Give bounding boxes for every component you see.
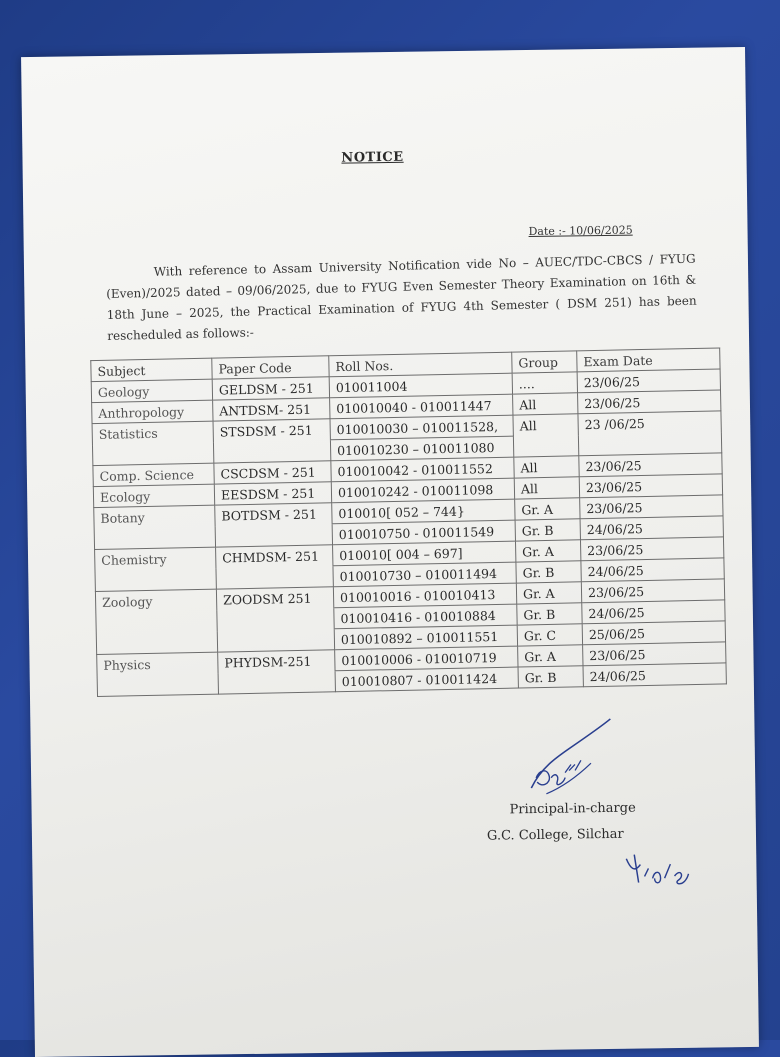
signature-date-mark bbox=[620, 848, 711, 889]
header-subject: Subject bbox=[91, 358, 212, 381]
cell-exam-date bbox=[578, 432, 721, 456]
cell-exam-date: 23/06/25 bbox=[579, 453, 722, 477]
table-body bbox=[91, 369, 726, 697]
notice-paragraph bbox=[106, 249, 698, 347]
cell-exam-date: 23/06/25 bbox=[578, 390, 721, 414]
cell-paper-code bbox=[216, 566, 333, 589]
cell-exam-date: 25/06/25 bbox=[582, 621, 725, 645]
cell-group: All bbox=[513, 393, 578, 415]
cell-roll-nos: 010010016 - 010010413 bbox=[333, 583, 516, 608]
cell-group: Gr. A bbox=[515, 540, 580, 562]
cell-exam-date: 23/06/25 bbox=[580, 537, 723, 561]
cell-paper-code: PHYDSM-251 bbox=[218, 650, 335, 673]
cell-roll-nos: 010010892 – 010011551 bbox=[334, 625, 517, 650]
cell-roll-nos: 010010230 – 010011080 bbox=[330, 436, 513, 461]
cell-roll-nos: 010010242 - 010011098 bbox=[331, 478, 514, 503]
schedule-table bbox=[90, 347, 727, 697]
cell-paper-code: ZOODSM 251 bbox=[216, 587, 333, 610]
cell-roll-nos: 010010807 - 010011424 bbox=[335, 667, 518, 692]
cell-subject: Zoology bbox=[95, 589, 216, 612]
notice-title: NOTICE bbox=[341, 149, 404, 166]
cell-subject: Physics bbox=[97, 652, 218, 675]
cell-exam-date: 23/06/25 bbox=[577, 369, 720, 393]
header-group: Group bbox=[512, 351, 577, 373]
cell-roll-nos: 010010040 - 010011447 bbox=[330, 394, 513, 419]
cell-subject bbox=[94, 526, 215, 549]
cell-group: All bbox=[514, 456, 579, 478]
cell-paper-code: STSDSM - 251 bbox=[213, 419, 330, 442]
notice-date: Date :- 10/06/2025 bbox=[528, 223, 633, 239]
cell-group: .... bbox=[512, 372, 577, 394]
cell-group: All bbox=[513, 414, 578, 436]
cell-subject bbox=[92, 442, 213, 465]
cell-paper-code: EESDSM - 251 bbox=[214, 482, 331, 505]
cell-roll-nos: 010010730 – 010011494 bbox=[333, 562, 516, 587]
cell-exam-date: 23/06/25 bbox=[583, 642, 726, 666]
signature-college: G.C. College, Silchar bbox=[486, 826, 624, 844]
cell-group: Gr. B bbox=[516, 561, 581, 583]
cell-group: Gr. A bbox=[518, 645, 583, 667]
cell-subject: Ecology bbox=[93, 484, 214, 507]
cell-paper-code bbox=[213, 440, 330, 463]
cell-roll-nos: 010010416 - 010010884 bbox=[334, 604, 517, 629]
cell-exam-date: 24/06/25 bbox=[580, 516, 723, 540]
cell-subject: Chemistry bbox=[95, 547, 216, 570]
cell-paper-code: ANTDSM- 251 bbox=[213, 398, 330, 421]
cell-group: Gr. A bbox=[516, 582, 581, 604]
cell-paper-code: BOTDSM - 251 bbox=[215, 503, 332, 526]
cell-paper-code: CSCDSM - 251 bbox=[214, 461, 331, 484]
cell-exam-date: 23 /06/25 bbox=[578, 411, 721, 435]
cell-group: All bbox=[514, 477, 579, 499]
cell-paper-code: GELDSM - 251 bbox=[212, 377, 329, 400]
cell-subject bbox=[97, 673, 218, 696]
cell-roll-nos: 010010[ 004 – 697] bbox=[333, 541, 516, 566]
cell-paper-code bbox=[217, 629, 334, 652]
cell-paper-code bbox=[218, 671, 335, 694]
header-paper-code: Paper Code bbox=[212, 356, 329, 379]
cell-group bbox=[513, 435, 578, 457]
cell-exam-date: 23/06/25 bbox=[581, 579, 724, 603]
cell-paper-code bbox=[217, 608, 334, 631]
header-roll-nos: Roll Nos. bbox=[329, 352, 512, 377]
cell-roll-nos: 010010042 - 010011552 bbox=[331, 457, 514, 482]
schedule-table-wrapper bbox=[90, 347, 727, 697]
cell-roll-nos: 010011004 bbox=[329, 373, 512, 398]
notice-paragraph-text: With reference to Assam University Notification vide No – AUEC/TDC-CBCS / FYUG (Even)/2025 dated – 09/06/2025, due to FYUG Even Semester Theory Examination on 16th & 18th June – 2025, the Practical Examination of FYUG 4th Semester ( DSM 251) has been rescheduled as follows:- bbox=[106, 251, 697, 344]
cell-group: Gr. C bbox=[517, 624, 582, 646]
cell-roll-nos: 010010030 – 010011528, bbox=[330, 415, 513, 440]
cell-subject bbox=[95, 568, 216, 591]
cell-subject: Botany bbox=[94, 505, 215, 528]
notice-paper bbox=[21, 47, 759, 1057]
cell-paper-code: CHMDSM- 251 bbox=[216, 545, 333, 568]
cell-subject: Geology bbox=[91, 379, 212, 402]
cell-exam-date: 24/06/25 bbox=[581, 558, 724, 582]
cell-paper-code bbox=[215, 524, 332, 547]
cell-group: Gr. B bbox=[517, 603, 582, 625]
cell-subject bbox=[96, 631, 217, 654]
signature-designation: Principal-in-charge bbox=[509, 800, 636, 818]
cell-exam-date: 23/06/25 bbox=[580, 495, 723, 519]
signature-mark bbox=[520, 717, 621, 808]
cell-subject: Comp. Science bbox=[93, 463, 214, 486]
cell-subject: Anthropology bbox=[92, 400, 213, 423]
cell-exam-date: 23/06/25 bbox=[579, 474, 722, 498]
cell-group: Gr. B bbox=[515, 519, 580, 541]
cell-exam-date: 24/06/25 bbox=[582, 600, 725, 624]
cell-roll-nos: 010010750 - 010011549 bbox=[332, 520, 515, 545]
cell-group: Gr. B bbox=[518, 666, 583, 688]
cell-subject: Statistics bbox=[92, 421, 213, 444]
cell-group: Gr. A bbox=[515, 498, 580, 520]
header-exam-date: Exam Date bbox=[577, 348, 720, 372]
cell-subject bbox=[96, 610, 217, 633]
cell-roll-nos: 010010006 - 010010719 bbox=[335, 646, 518, 671]
cell-roll-nos: 010010[ 052 – 744} bbox=[332, 499, 515, 524]
cell-exam-date: 24/06/25 bbox=[583, 663, 726, 687]
